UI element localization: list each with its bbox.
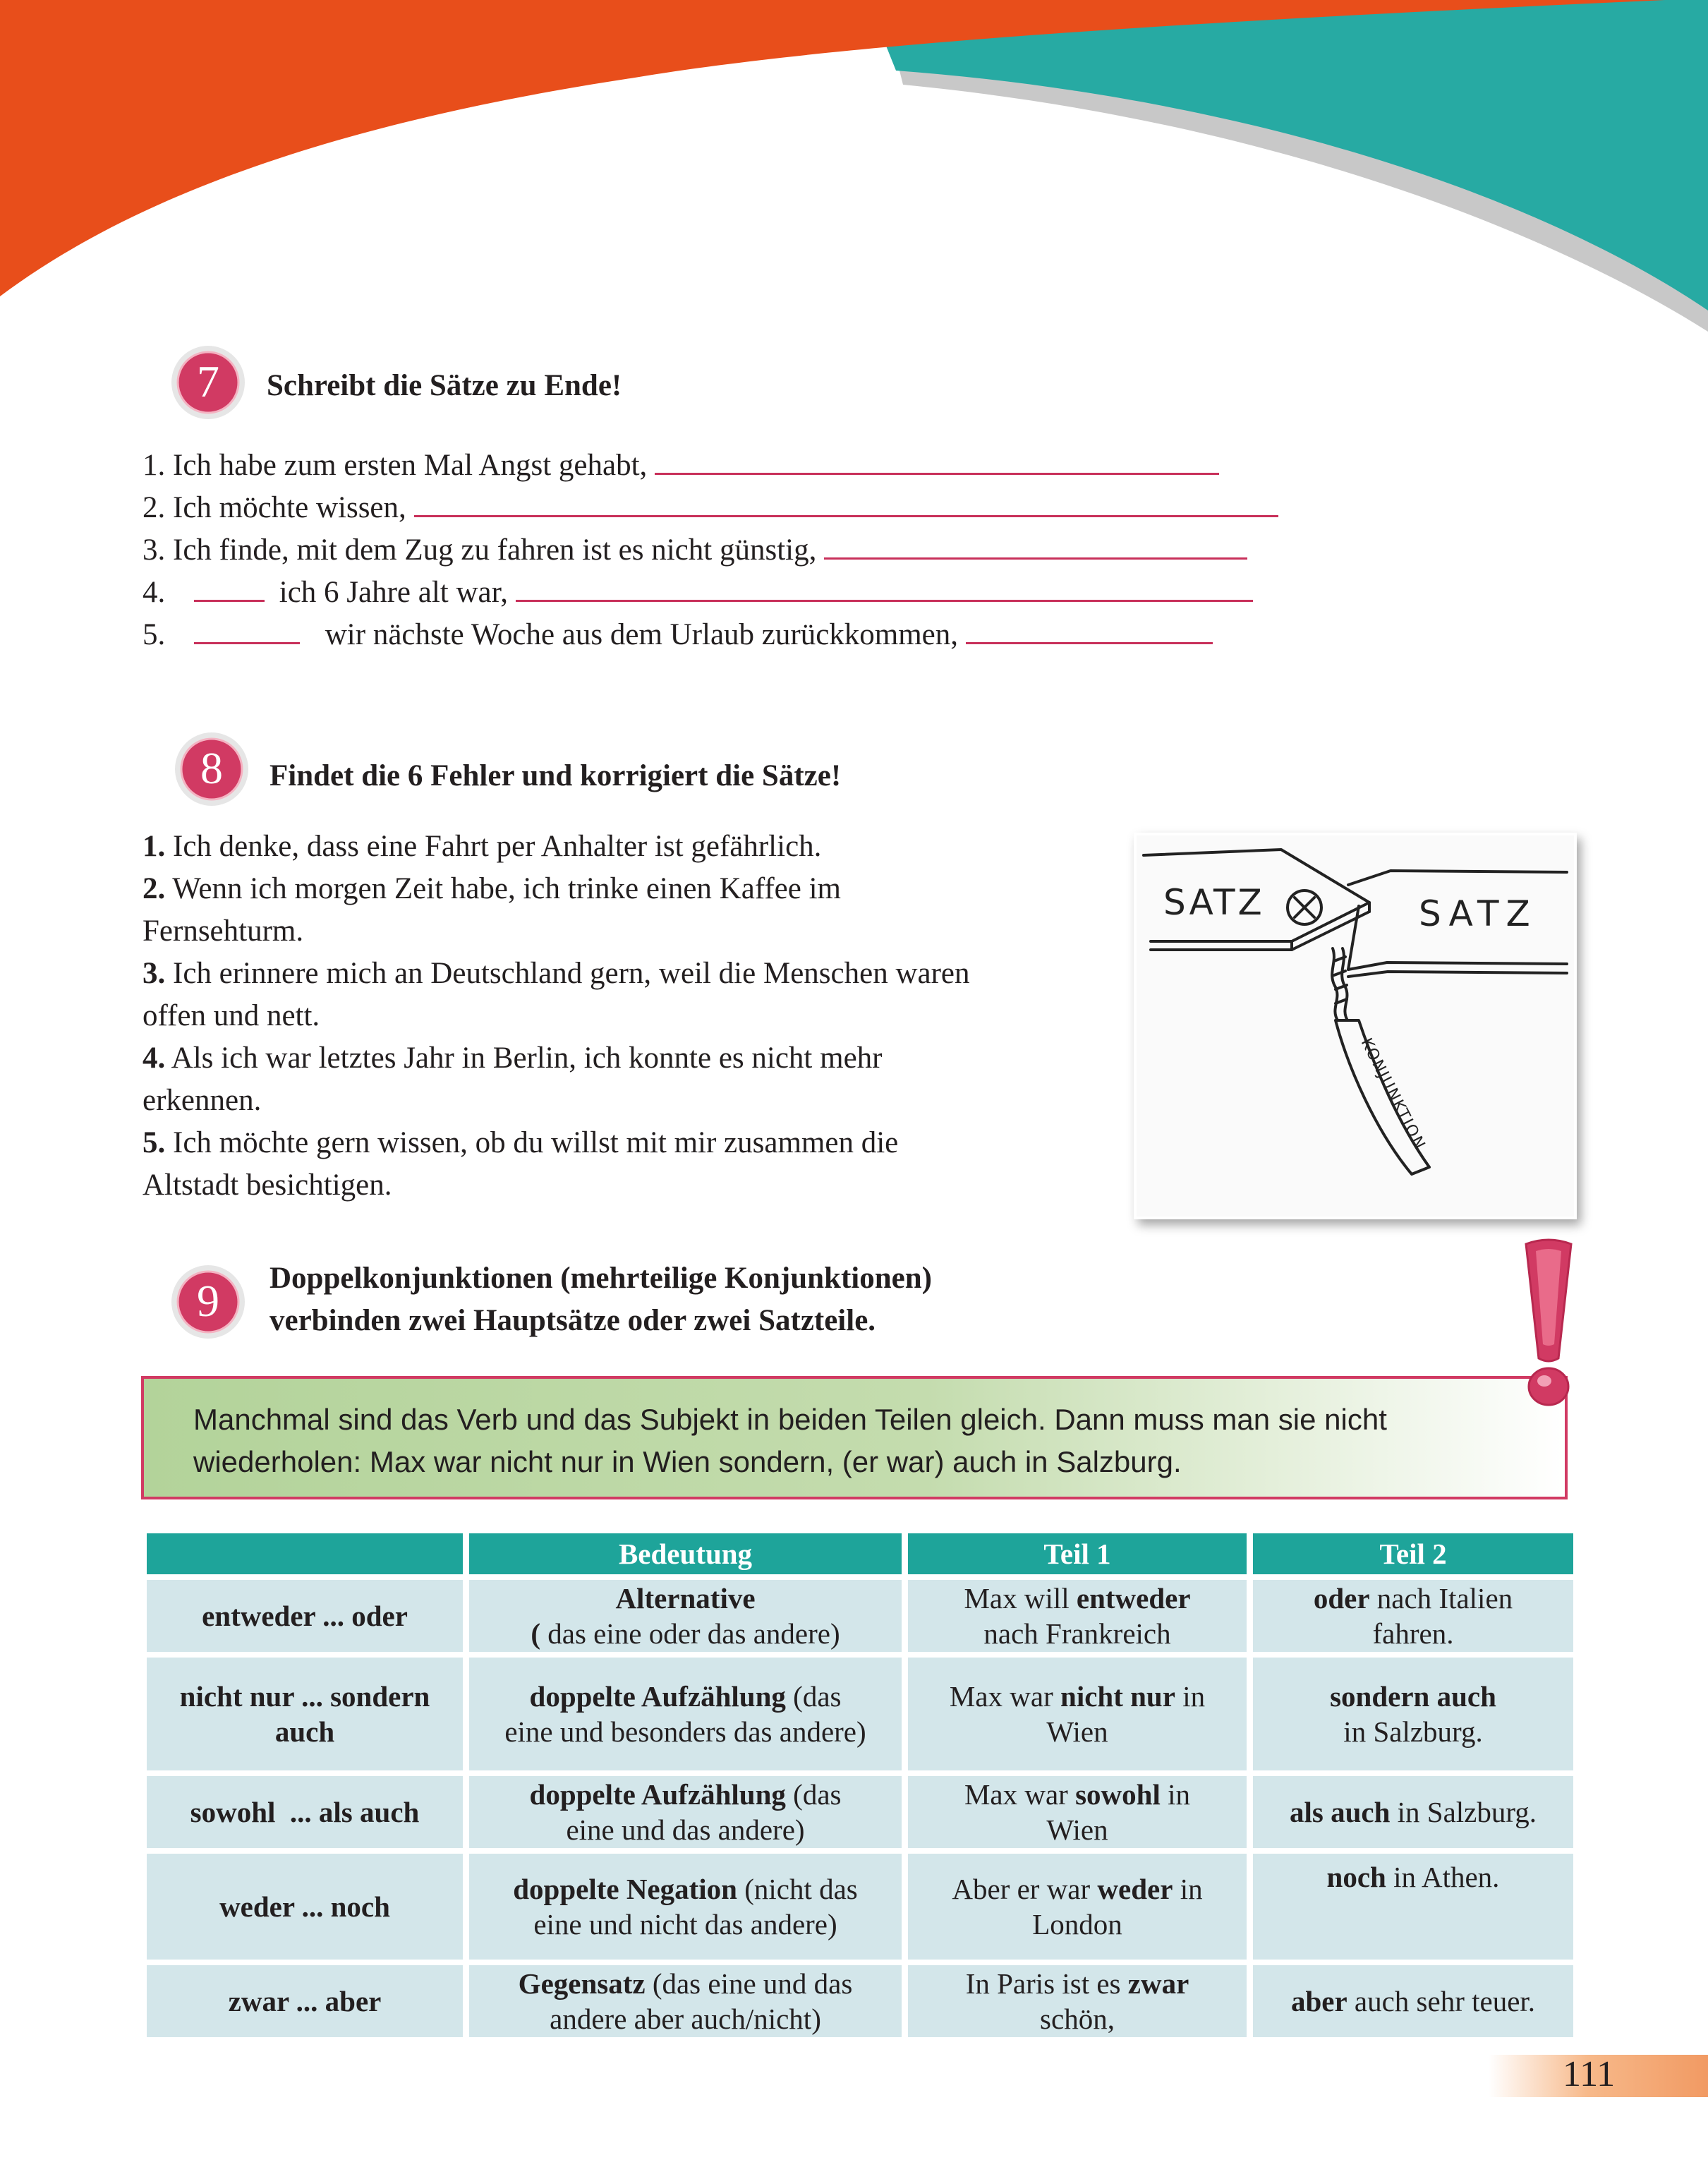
table-cell-conjunction: sowohl ... als auch — [147, 1776, 463, 1848]
ex8-sentence-2-text: Wenn ich morgen Zeit habe, ich trinke einen Kaffee im — [172, 872, 841, 905]
ex8-sentence-3-number: 3. — [143, 957, 166, 990]
table-cell-part1: Aber er war weder in London — [908, 1854, 1247, 1960]
exercise-9-badge — [169, 1263, 247, 1341]
ex8-sentence-4-number: 4. — [143, 1042, 166, 1075]
ex7-line-3 — [143, 529, 1247, 572]
table-cell-conjunction: nicht nur ... sondern auch — [147, 1658, 463, 1770]
ex8-sentence-2 — [143, 868, 841, 910]
table-header: Teil 1 — [908, 1533, 1247, 1574]
table-cell-part2: aber auch sehr teuer. — [1253, 1965, 1573, 2037]
ex8-sentence-4-cont: erkennen. — [143, 1084, 262, 1117]
conjunction-table — [140, 1528, 1580, 2043]
ex8-sentence-3 — [143, 953, 970, 995]
exercise-7-number: 7 — [197, 356, 219, 406]
table-cell-part1: Max war nicht nur in Wien — [908, 1658, 1247, 1770]
answer-blank[interactable] — [414, 487, 1278, 517]
table-cell-part1: In Paris ist es zwar schön, — [908, 1965, 1247, 2037]
answer-blank[interactable] — [824, 529, 1247, 560]
ex8-sentence-3-text: Ich erinnere mich an Deutschland gern, weil die Menschen waren — [173, 957, 970, 990]
ex7-line-4 — [143, 572, 1253, 614]
ex8-sentence-1 — [143, 826, 821, 868]
table-cell-part2: sondern auch in Salzburg. — [1253, 1658, 1573, 1770]
conjunction-blank[interactable] — [194, 614, 300, 644]
table-cell-part1: Max will entweder nach Frankreich — [908, 1580, 1247, 1652]
grammar-note-line-2: wiederholen: Max war nicht nur in Wien sondern, (er war) auch in Salzburg. — [193, 1445, 1182, 1478]
left-satz-label: SATZ — [1163, 882, 1265, 923]
table-cell-part1: Max war sowohl in Wien — [908, 1776, 1247, 1848]
exercise-9-number: 9 — [197, 1276, 219, 1326]
exercise-7-title: Schreibt die Sätze zu Ende! — [267, 369, 622, 402]
ex8-sentence-5-cont: Altstadt besichtigen. — [143, 1169, 392, 1202]
ex8-sentence-2-number: 2. — [143, 872, 166, 905]
right-satz-label: SATZ — [1419, 893, 1537, 934]
exercise-8-number: 8 — [200, 743, 223, 793]
ex8-sentence-4-text: Als ich war letztes Jahr in Berlin, ich konnte es nicht mehr — [171, 1042, 883, 1075]
table-cell-part2: oder nach Italien fahren. — [1253, 1580, 1573, 1652]
answer-blank[interactable] — [966, 614, 1213, 644]
grammar-note-box — [141, 1376, 1568, 1499]
illustration-drawing — [1137, 835, 1574, 1217]
header-decoration — [0, 0, 1708, 339]
table-header — [147, 1533, 463, 1574]
table-cell-conjunction: entweder ... oder — [147, 1580, 463, 1652]
answer-blank[interactable] — [655, 445, 1219, 475]
exercise-9-title-line-2: verbinden zwei Hauptsätze oder zwei Satzteile. — [269, 1304, 876, 1337]
page-number: 111 — [1563, 2054, 1616, 2094]
ex8-sentence-1-number: 1. — [143, 830, 166, 863]
ex8-sentence-2-cont: Fernsehturm. — [143, 915, 304, 948]
ex8-sentence-5-text: Ich möchte gern wissen, ob du willst mit mir zusammen die — [173, 1126, 899, 1159]
ex8-sentence-1-text: Ich denke, dass eine Fahrt per Anhalter ist gefährlich. — [173, 830, 822, 863]
table-row — [147, 1658, 1573, 1770]
table-row — [147, 1854, 1573, 1960]
table-cell-conjunction: zwar ... aber — [147, 1965, 463, 2037]
ex7-line-4-text: ich 6 Jahre alt war, — [279, 576, 508, 609]
ex7-line-5-number: 5. — [143, 618, 166, 651]
table-header: Bedeutung — [469, 1533, 902, 1574]
table-cell-meaning: doppelte Aufzählung (das eine und das andere) — [469, 1776, 902, 1848]
table-cell-part2: noch in Athen. — [1253, 1854, 1573, 1960]
ex8-sentence-3-cont: offen und nett. — [143, 999, 320, 1032]
ex7-line-3-text: 3. Ich finde, mit dem Zug zu fahren ist es nicht günstig, — [143, 533, 817, 567]
ex8-sentence-4 — [143, 1037, 882, 1080]
table-cell-meaning: doppelte Negation (nicht das eine und nicht das andere) — [469, 1854, 902, 1960]
table-row — [147, 1580, 1573, 1652]
table-header-row — [147, 1533, 1573, 1574]
konjunktion-tag-label: KONJUNKTION — [1357, 1035, 1429, 1154]
ex8-sentence-5-number: 5. — [143, 1126, 166, 1159]
table-cell-meaning: doppelte Aufzählung (das eine und besonders das andere) — [469, 1658, 902, 1770]
table-cell-meaning: Alternative ( das eine oder das andere) — [469, 1580, 902, 1652]
grammar-note-line-1: Manchmal sind das Verb und das Subjekt in beiden Teilen gleich. Dann muss man sie nicht — [193, 1403, 1387, 1436]
ex7-line-1-text: 1. Ich habe zum ersten Mal Angst gehabt, — [143, 449, 648, 482]
conjunction-illustration — [1134, 833, 1577, 1219]
ex7-line-4-number: 4. — [143, 576, 166, 609]
table-row — [147, 1776, 1573, 1848]
table-header: Teil 2 — [1253, 1533, 1573, 1574]
ex7-line-5-text: wir nächste Woche aus dem Urlaub zurückkommen, — [325, 618, 959, 651]
exercise-7-badge — [169, 344, 247, 421]
ex7-line-2 — [143, 487, 1278, 529]
table-row — [147, 1965, 1573, 2037]
ex7-line-2-text: 2. Ich möchte wissen, — [143, 491, 406, 524]
exercise-8-badge — [173, 730, 250, 808]
table-cell-meaning: Gegensatz (das eine und das andere aber auch/nicht) — [469, 1965, 902, 2037]
ex7-line-1 — [143, 445, 1219, 487]
exclamation-icon — [1506, 1238, 1591, 1411]
exercise-8-title: Findet die 6 Fehler und korrigiert die Sätze! — [269, 759, 842, 792]
grammar-note-text — [193, 1399, 1387, 1483]
ex8-sentence-5 — [143, 1122, 898, 1164]
table-cell-conjunction: weder ... noch — [147, 1854, 463, 1960]
answer-blank[interactable] — [516, 572, 1253, 602]
conjunction-blank[interactable] — [194, 572, 265, 602]
table-cell-part2: als auch in Salzburg. — [1253, 1776, 1573, 1848]
ex7-line-5 — [143, 614, 1213, 656]
exercise-9-title-line-1: Doppelkonjunktionen (mehrteilige Konjunktionen) — [269, 1262, 932, 1295]
